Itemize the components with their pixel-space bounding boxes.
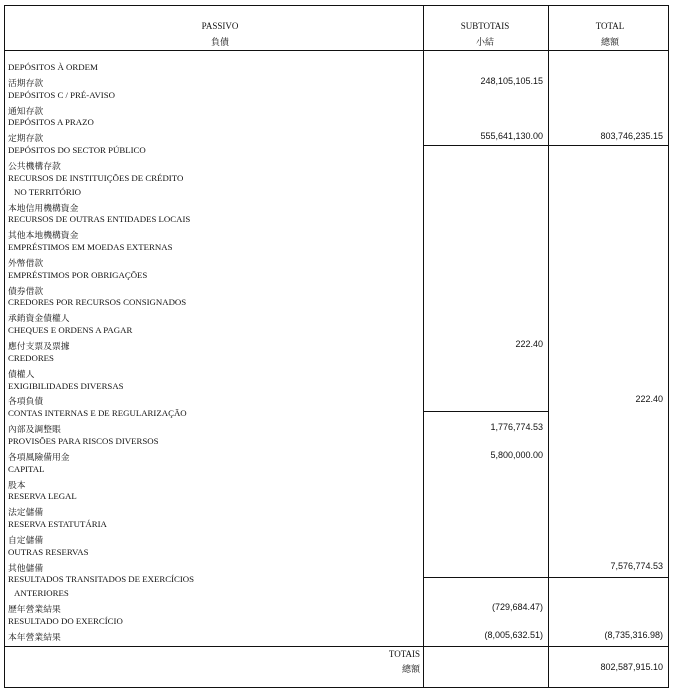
header-subtotais: SUBTOTAIS xyxy=(460,21,510,31)
row-label: RESULTADO DO EXERCÍCIO xyxy=(8,616,123,626)
row-label: DEPÓSITOS A PRAZO xyxy=(8,117,94,128)
row-label: 股本 xyxy=(8,479,26,490)
row-total: 7,576,774.53 xyxy=(610,560,663,571)
totals-label: TOTAIS xyxy=(388,649,420,659)
row-label: CREDORES xyxy=(8,352,54,363)
row-label: 定期存款 xyxy=(8,133,44,144)
row-label: CREDORES POR RECURSOS CONSIGNADOS xyxy=(8,297,187,308)
row-label: 各項風險備用金 xyxy=(8,451,70,462)
subtotal-rule xyxy=(423,145,548,146)
row-label: CHEQUES E ORDENS A PAGAR xyxy=(8,325,133,336)
row-subtotal: (729,684.47) xyxy=(491,602,543,613)
row-total: (8,735,316.98) xyxy=(604,629,663,640)
row-label: RESULTADOS TRANSITADOS DE EXERCÍCIOS xyxy=(8,574,195,585)
header-total: TOTAL xyxy=(595,21,625,31)
row-label: EMPRÉSTIMOS POR OBRIGAÇÕES xyxy=(8,269,148,280)
row-subtotal: 222.40 xyxy=(515,339,543,349)
row-label: PROVISÕES PARA RISCOS DIVERSOS xyxy=(8,435,159,446)
column-divider xyxy=(548,5,549,688)
row-label: 應付支票及票據 xyxy=(8,341,70,351)
row-label: RESERVA ESTATUTÁRIA xyxy=(8,519,107,530)
row-label: 自定儲備 xyxy=(8,534,44,545)
row-label: 歷年營業結果 xyxy=(8,604,61,615)
header-subtotais-zh: 小結 xyxy=(475,37,494,47)
column-divider xyxy=(423,5,424,688)
row-label: 本年營業結果 xyxy=(8,631,61,642)
row-label: RECURSOS DE OUTRAS ENTIDADES LOCAIS xyxy=(8,214,191,225)
row-label: EMPRÉSTIMOS EM MOEDAS EXTERNAS xyxy=(8,242,173,253)
row-label: 各項負債 xyxy=(8,396,44,407)
row-total: 222.40 xyxy=(635,394,663,405)
row-label: 本地信用機構資金 xyxy=(8,202,79,213)
row-label: RESERVA LEGAL xyxy=(8,491,77,502)
row-label: DEPÓSITOS C / PRÉ-AVISO xyxy=(8,89,115,100)
header-passivo-zh: 負債 xyxy=(210,37,229,47)
subtotal-rule xyxy=(423,577,548,578)
row-subtotal: (8,005,632.51) xyxy=(484,629,543,640)
row-label: 外幣借款 xyxy=(8,257,44,268)
row-label: ANTERIORES xyxy=(14,588,69,599)
row-subtotal: 5,800,000.00 xyxy=(490,449,543,460)
row-label: DEPÓSITOS DO SECTOR PÚBLICO xyxy=(8,145,146,156)
row-label: 公共機構存款 xyxy=(8,160,61,171)
row-label: 其他儲備 xyxy=(8,562,44,573)
row-total: 803,746,235.15 xyxy=(600,131,663,142)
row-label: OUTRAS RESERVAS xyxy=(8,546,89,557)
totals-divider xyxy=(4,646,669,647)
row-label: 法定儲備 xyxy=(8,507,44,518)
row-label: CAPITAL xyxy=(8,463,45,474)
row-label: EXIGIBILIDADES DIVERSAS xyxy=(8,380,124,391)
row-label: DEPÓSITOS À ORDEM xyxy=(8,62,98,72)
row-subtotal: 1,776,774.53 xyxy=(490,422,543,433)
row-label: 債權人 xyxy=(8,368,35,379)
row-subtotal: 248,105,105.15 xyxy=(480,75,543,86)
row-label: 內部及調整賬 xyxy=(8,424,61,435)
row-label: 通知存款 xyxy=(8,105,44,116)
header-divider xyxy=(4,50,669,51)
subtotal-rule xyxy=(548,145,669,146)
balance-sheet-liabilities xyxy=(4,5,669,688)
row-label: 債券借款 xyxy=(8,285,44,296)
header-passivo: PASSIVO xyxy=(201,21,239,31)
subtotal-rule xyxy=(423,411,548,412)
row-label: CONTAS INTERNAS E DE REGULARIZAÇÃO xyxy=(8,408,187,419)
row-label: 承銷資金債權人 xyxy=(8,313,70,324)
subtotal-rule xyxy=(548,577,669,578)
header-total-zh: 總額 xyxy=(600,37,619,47)
row-label: 其他本地機構資金 xyxy=(8,230,79,241)
row-subtotal: 555,641,130.00 xyxy=(480,131,543,142)
row-label: NO TERRITÓRIO xyxy=(14,186,82,197)
totals-value: 802,587,915.10 xyxy=(600,662,663,672)
row-label: 活期存款 xyxy=(8,77,44,88)
totals-label-zh: 總額 xyxy=(401,664,420,674)
row-label: RECURSOS DE INSTITUIÇÕES DE CRÉDITO xyxy=(8,172,184,183)
